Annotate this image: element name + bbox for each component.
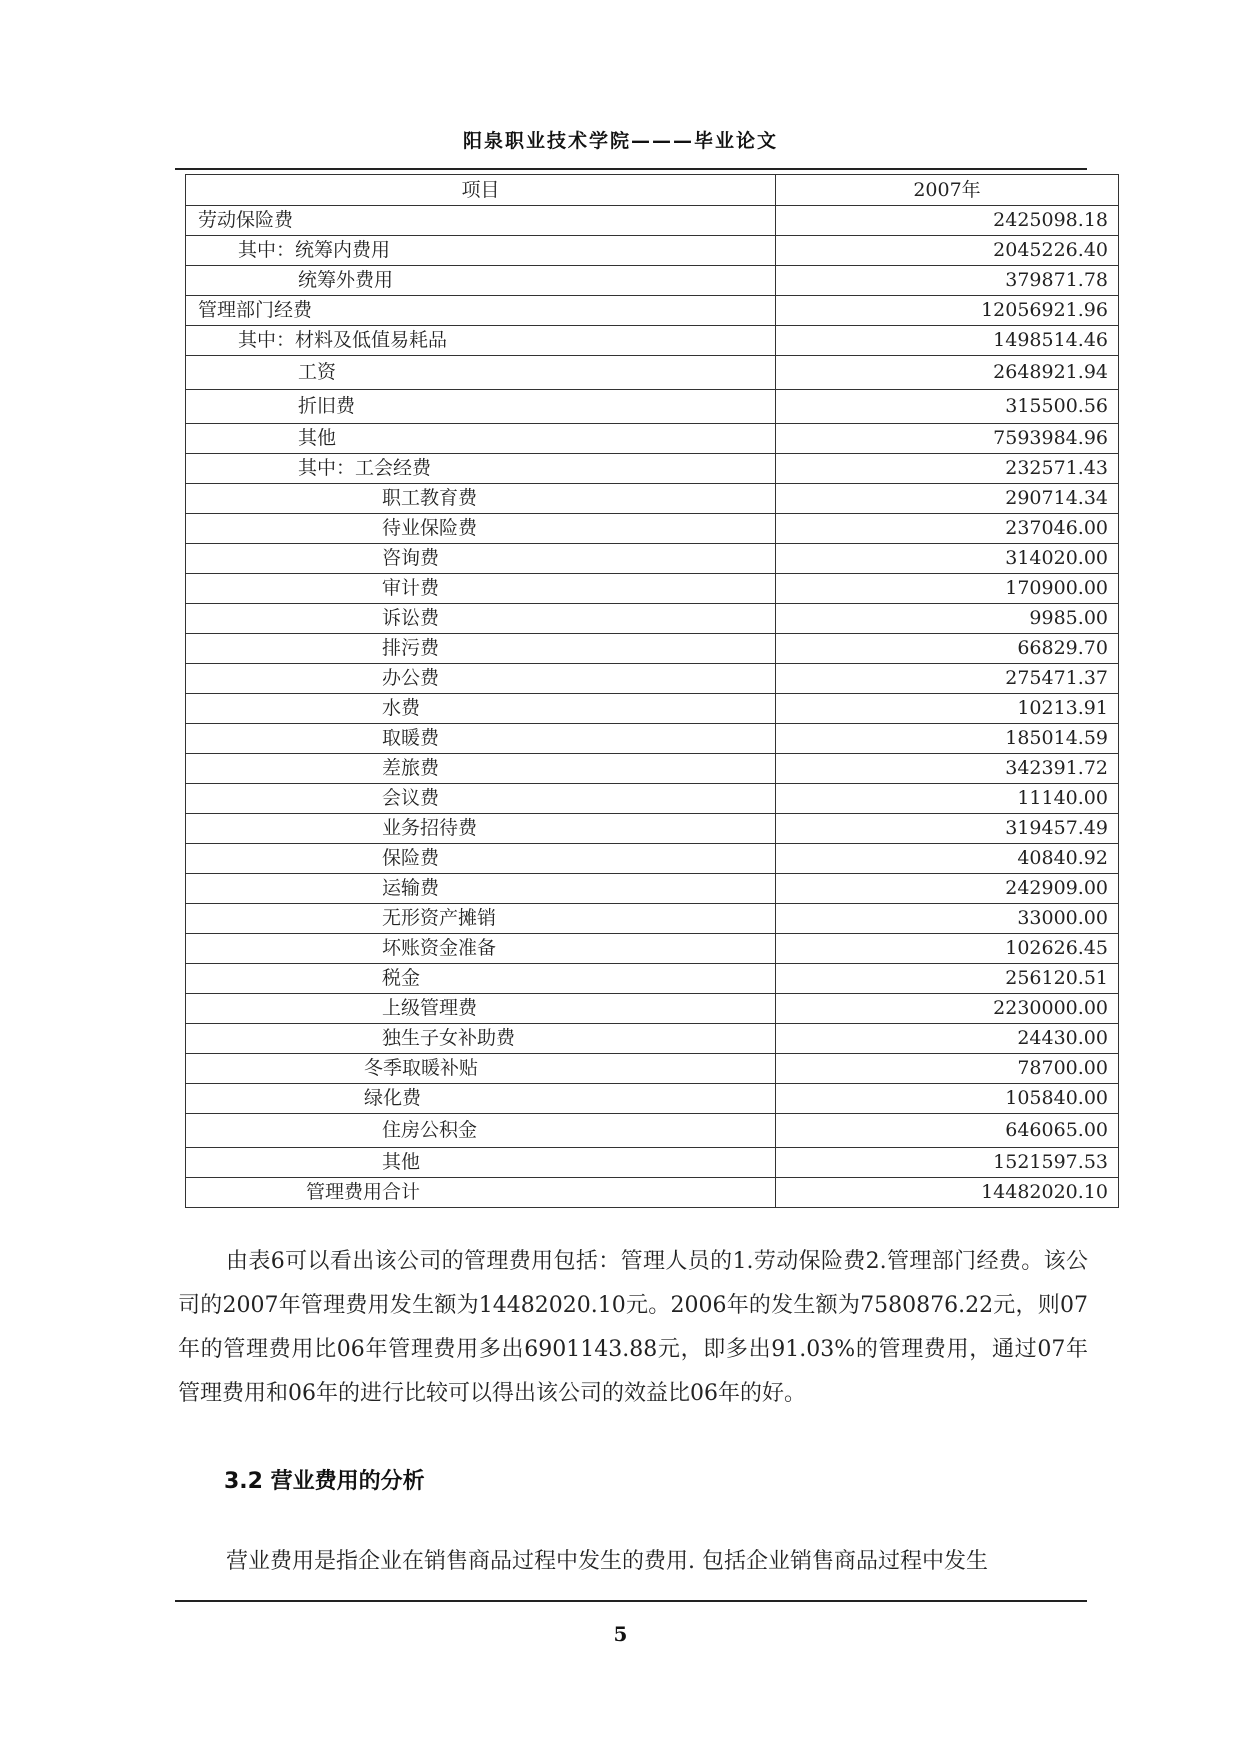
section-intro-paragraph: 营业费用是指企业在销售商品过程中发生的费用. 包括企业销售商品过程中发生 <box>226 1549 988 1574</box>
analysis-paragraph: 由表6可以看出该公司的管理费用包括：管理人员的1.劳动保险费2.管理部门经费。该公司的2007年管理费用发生额为14482020.10元。2006年的发生额为7580876.22元，则07年的管理费用比06年管理费用多出6901143.88元，即多出91.03%的管理费用，通过07年管理费用和06年的进行比较可以得出该公司的效益比06年的好。 <box>178 1249 1088 1406</box>
row-label: 住房公积金 <box>186 1114 776 1148</box>
row-value: 66829.70 <box>776 634 1119 664</box>
row-value: 290714.34 <box>776 484 1119 514</box>
row-label: 其中：材料及低值易耗品 <box>186 326 776 356</box>
row-value: 12056921.96 <box>776 296 1119 326</box>
footer-divider <box>175 1600 1087 1602</box>
table-row <box>186 424 1119 454</box>
row-value: 242909.00 <box>776 874 1119 904</box>
row-label: 待业保险费 <box>186 514 776 544</box>
table-row <box>186 236 1119 266</box>
row-value: 170900.00 <box>776 574 1119 604</box>
row-value: 105840.00 <box>776 1084 1119 1114</box>
table-row <box>186 964 1119 994</box>
table-row <box>186 296 1119 326</box>
table-body <box>186 206 1119 1208</box>
row-value: 315500.56 <box>776 390 1119 424</box>
row-label: 无形资产摊销 <box>186 904 776 934</box>
column-header-item: 项目 <box>186 175 776 206</box>
table-row <box>186 1114 1119 1148</box>
table-row <box>186 1148 1119 1178</box>
row-value: 342391.72 <box>776 754 1119 784</box>
row-label: 水费 <box>186 694 776 724</box>
row-label: 折旧费 <box>186 390 776 424</box>
table-row <box>186 206 1119 236</box>
table-row <box>186 484 1119 514</box>
row-label: 咨询费 <box>186 544 776 574</box>
row-value: 314020.00 <box>776 544 1119 574</box>
table-row <box>186 356 1119 390</box>
table-row <box>186 454 1119 484</box>
row-value: 102626.45 <box>776 934 1119 964</box>
row-value: 237046.00 <box>776 514 1119 544</box>
row-label: 绿化费 <box>186 1084 776 1114</box>
row-label: 运输费 <box>186 874 776 904</box>
row-value: 1521597.53 <box>776 1148 1119 1178</box>
table-row <box>186 934 1119 964</box>
row-value: 185014.59 <box>776 724 1119 754</box>
row-label: 冬季取暖补贴 <box>186 1054 776 1084</box>
row-value: 256120.51 <box>776 964 1119 994</box>
table-header-row <box>186 175 1119 206</box>
row-value: 40840.92 <box>776 844 1119 874</box>
row-label: 会议费 <box>186 784 776 814</box>
row-label: 工资 <box>186 356 776 390</box>
row-label: 差旅费 <box>186 754 776 784</box>
row-label: 税金 <box>186 964 776 994</box>
row-value: 319457.49 <box>776 814 1119 844</box>
row-value: 33000.00 <box>776 904 1119 934</box>
row-value: 78700.00 <box>776 1054 1119 1084</box>
row-label: 其中：工会经费 <box>186 454 776 484</box>
table-row <box>186 694 1119 724</box>
row-label: 劳动保险费 <box>186 206 776 236</box>
table-row <box>186 574 1119 604</box>
row-label: 坏账资金准备 <box>186 934 776 964</box>
row-label: 其他 <box>186 424 776 454</box>
table-row <box>186 1054 1119 1084</box>
row-value: 379871.78 <box>776 266 1119 296</box>
row-value: 1498514.46 <box>776 326 1119 356</box>
table-row <box>186 784 1119 814</box>
table-row <box>186 326 1119 356</box>
row-label: 独生子女补助费 <box>186 1024 776 1054</box>
row-label: 统筹外费用 <box>186 266 776 296</box>
row-value: 646065.00 <box>776 1114 1119 1148</box>
row-value: 2045226.40 <box>776 236 1119 266</box>
row-value: 2230000.00 <box>776 994 1119 1024</box>
row-value: 9985.00 <box>776 604 1119 634</box>
row-label: 排污费 <box>186 634 776 664</box>
table-row <box>186 904 1119 934</box>
table-row <box>186 874 1119 904</box>
header-divider <box>175 168 1087 170</box>
row-label: 诉讼费 <box>186 604 776 634</box>
row-value: 10213.91 <box>776 694 1119 724</box>
row-value: 2648921.94 <box>776 356 1119 390</box>
table-row <box>186 814 1119 844</box>
table-row <box>186 1178 1119 1208</box>
row-label: 保险费 <box>186 844 776 874</box>
table-row <box>186 664 1119 694</box>
row-label: 其中：统筹内费用 <box>186 236 776 266</box>
row-label: 上级管理费 <box>186 994 776 1024</box>
table-row <box>186 994 1119 1024</box>
section-heading: 3.2 营业费用的分析 <box>224 1469 425 1494</box>
row-value: 11140.00 <box>776 784 1119 814</box>
table-row <box>186 390 1119 424</box>
row-label: 其他 <box>186 1148 776 1178</box>
row-label: 管理部门经费 <box>186 296 776 326</box>
row-label: 审计费 <box>186 574 776 604</box>
table-row <box>186 844 1119 874</box>
row-value: 7593984.96 <box>776 424 1119 454</box>
row-value: 2425098.18 <box>776 206 1119 236</box>
page-number: 5 <box>613 1622 628 1646</box>
table-row <box>186 1084 1119 1114</box>
row-value: 24430.00 <box>776 1024 1119 1054</box>
page-header-title: 阳泉职业技术学院———毕业论文 <box>462 130 778 152</box>
row-label: 管理费用合计 <box>186 1178 776 1208</box>
column-header-year: 2007年 <box>776 175 1119 206</box>
table-row <box>186 724 1119 754</box>
table-row <box>186 1024 1119 1054</box>
row-value: 14482020.10 <box>776 1178 1119 1208</box>
management-expense-table <box>185 174 1119 1208</box>
row-label: 职工教育费 <box>186 484 776 514</box>
row-label: 取暖费 <box>186 724 776 754</box>
row-value: 275471.37 <box>776 664 1119 694</box>
row-value: 232571.43 <box>776 454 1119 484</box>
table-row <box>186 754 1119 784</box>
table-row <box>186 266 1119 296</box>
row-label: 业务招待费 <box>186 814 776 844</box>
table-row <box>186 514 1119 544</box>
table-row <box>186 604 1119 634</box>
table-row <box>186 634 1119 664</box>
row-label: 办公费 <box>186 664 776 694</box>
table-row <box>186 544 1119 574</box>
